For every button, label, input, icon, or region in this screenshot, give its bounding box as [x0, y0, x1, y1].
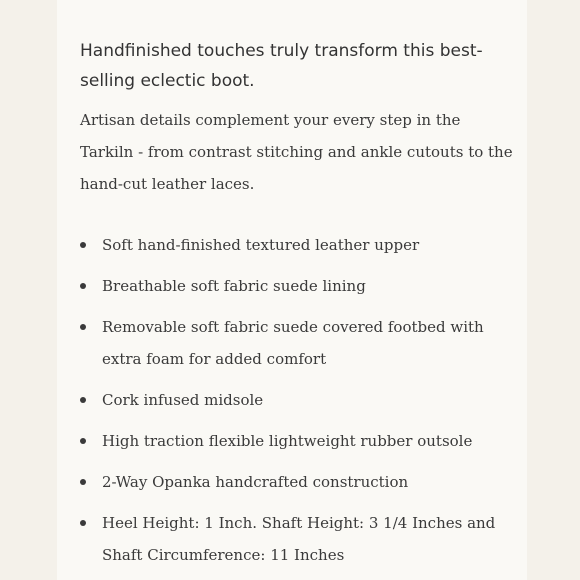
feature-text: Cork infused midsole: [102, 391, 264, 409]
feature-text: 2-Way Opanka handcrafted construction: [102, 473, 409, 491]
bullet-icon: [80, 438, 86, 444]
feature-text: Heel Height: 1 Inch. Shaft Height: 3 1/4 Inches and Shaft Circumference: 11 Inches: [102, 514, 496, 564]
product-intro: Artisan details complement your every step in the Tarkiln - from contrast stitching and ankle cutouts to the hand-cut leather laces.: [80, 111, 513, 193]
bullet-icon: [80, 479, 86, 485]
feature-item-midsole: [80, 384, 516, 416]
feature-item-dimensions: [80, 507, 516, 571]
feature-text: Soft hand-finished textured leather upper: [102, 236, 420, 254]
bullet-icon: [80, 324, 86, 330]
bullet-icon: [80, 242, 86, 248]
feature-list: [80, 229, 516, 580]
bullet-icon: [80, 397, 86, 403]
feature-text: High traction flexible lightweight rubber outsole: [102, 432, 473, 450]
product-heading: Handfinished touches truly transform this best-selling eclectic boot.: [80, 41, 483, 91]
bullet-icon: [80, 283, 86, 289]
feature-item-outsole: [80, 425, 516, 457]
feature-item-construction: [80, 466, 516, 498]
feature-item-footbed: [80, 311, 516, 375]
bullet-icon: [80, 520, 86, 526]
feature-text: Removable soft fabric suede covered footbed with extra foam for added comfort: [102, 318, 484, 368]
feature-text: Breathable soft fabric suede lining: [102, 277, 366, 295]
feature-item-upper: [80, 229, 516, 261]
feature-item-lining: [80, 270, 516, 302]
